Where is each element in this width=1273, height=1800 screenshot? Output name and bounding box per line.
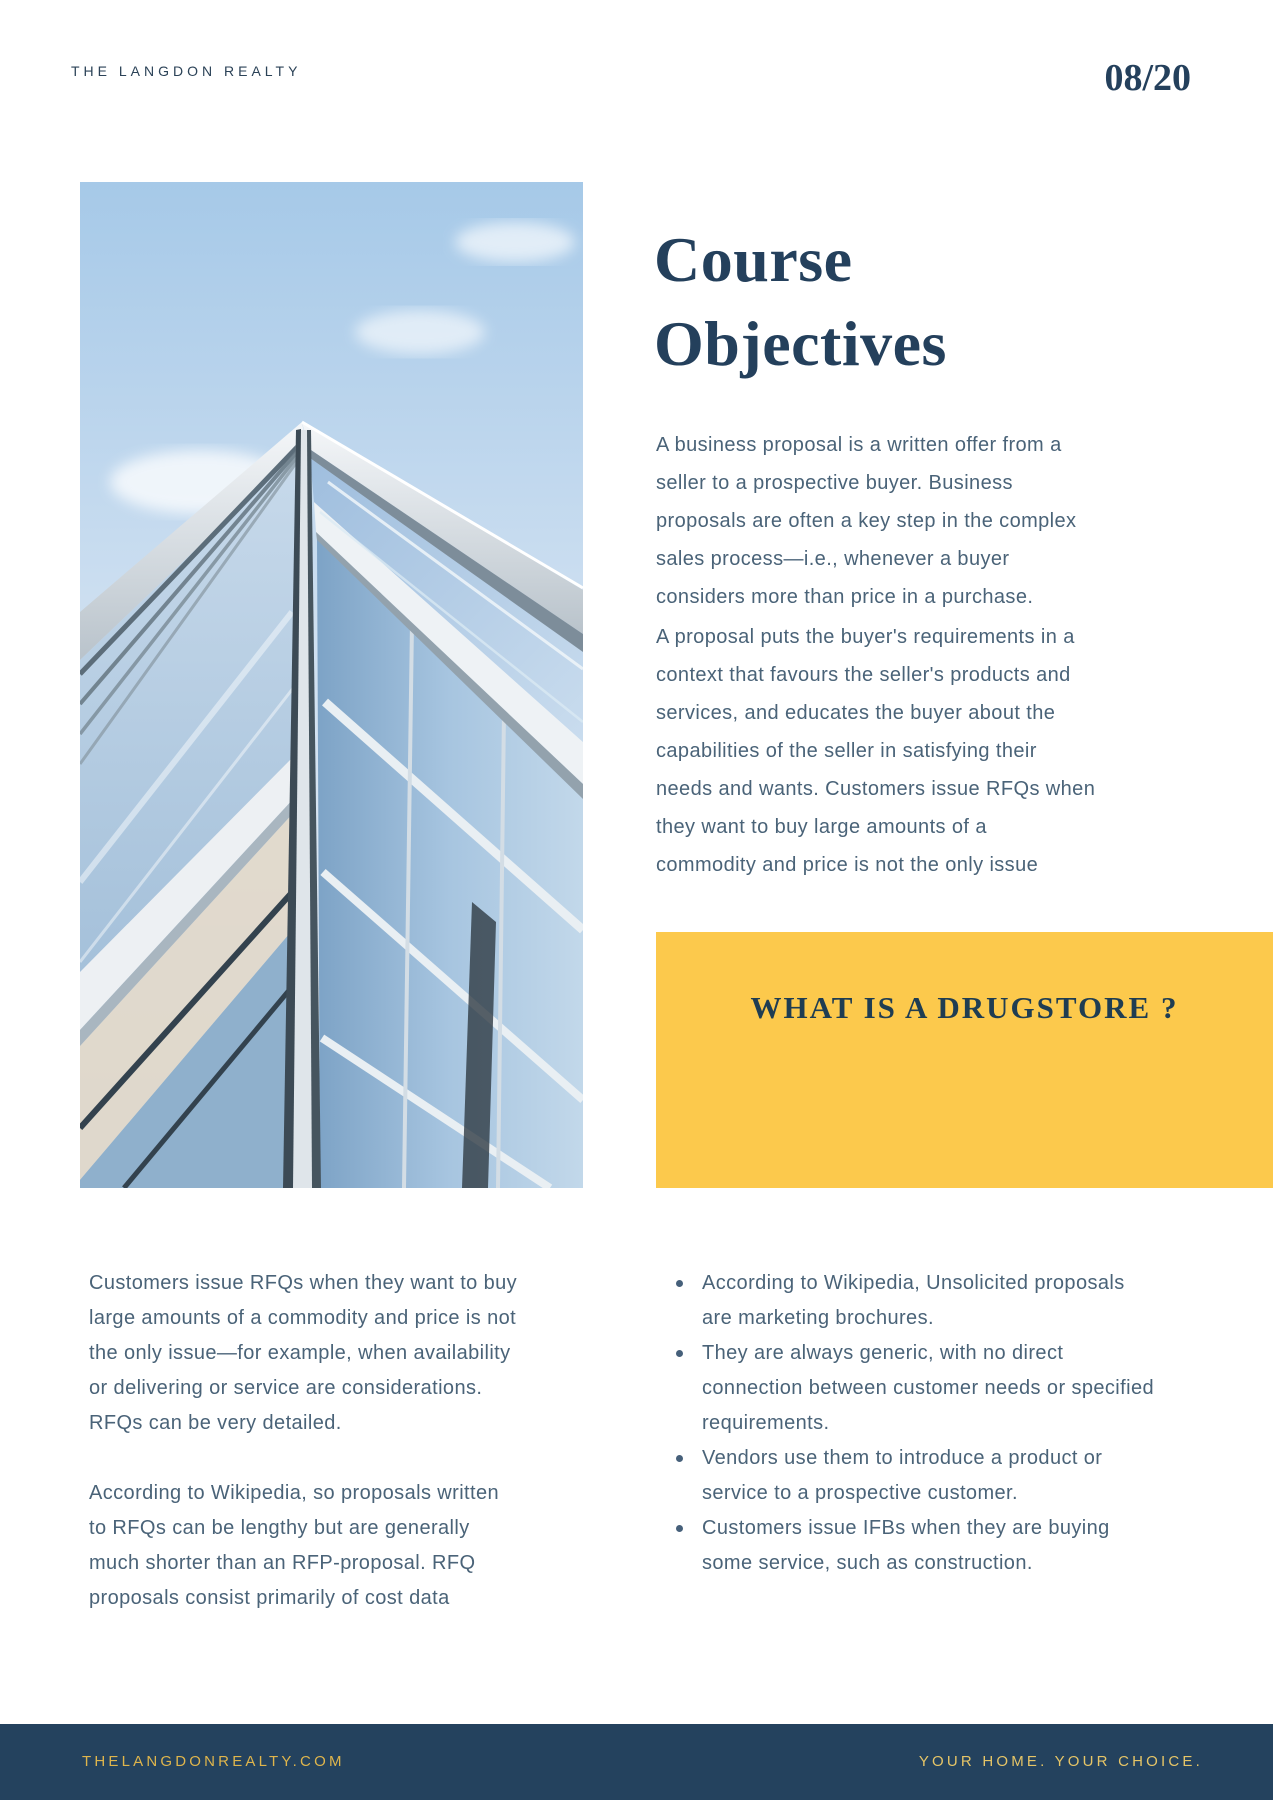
list-item: Vendors use them to introduce a product or service to a prospective customer. [662, 1441, 1154, 1511]
paragraph-line: commodity and price is not the only issue [656, 854, 1039, 876]
paragraph-line: A proposal puts the buyer's requirements in a [656, 626, 1075, 648]
paragraph-line: Customers issue RFQs when they want to buy [89, 1272, 518, 1294]
bottom-right-column [662, 1266, 1162, 1581]
highlight-box [656, 932, 1273, 1188]
paragraph-line: proposals are often a key step in the complex [656, 510, 1077, 532]
bullet-list [662, 1266, 1162, 1581]
list-item: They are always generic, with no direct connection between customer needs or specified requirements. [662, 1336, 1154, 1441]
proposal-paragraph [656, 618, 1146, 884]
building-photo [80, 182, 583, 1188]
footer-website: THELANGDONREALTY.COM [82, 1753, 345, 1770]
paragraph-line: they want to buy large amounts of a [656, 816, 987, 838]
paragraph-line: to RFQs can be lengthy but are generally [89, 1517, 470, 1539]
paragraph-line: services, and educates the buyer about the [656, 702, 1056, 724]
paragraph-line: or delivering or service are considerations. [89, 1377, 483, 1399]
paragraph-line: RFQs can be very detailed. [89, 1412, 342, 1434]
paragraph-line: capabilities of the seller in satisfying their [656, 740, 1037, 762]
paragraph-line: considers more than price in a purchase. [656, 586, 1034, 608]
intro-paragraph [656, 426, 1146, 616]
brand-name: THE LANGDON REALTY [71, 63, 302, 79]
footer-bar [0, 1724, 1273, 1800]
list-item: According to Wikipedia, Unsolicited proposals are marketing brochures. [662, 1266, 1154, 1336]
paragraph-line: seller to a prospective buyer. Business [656, 472, 1013, 494]
rfq-paragraph [89, 1266, 599, 1441]
paragraph-line: the only issue—for example, when availability [89, 1342, 511, 1364]
paragraph-line: proposals consist primarily of cost data [89, 1587, 450, 1609]
list-item: Customers issue IFBs when they are buying some service, such as construction. [662, 1511, 1154, 1581]
paragraph-line: large amounts of a commodity and price is not [89, 1307, 517, 1329]
paragraph-line: much shorter than an RFP-proposal. RFQ [89, 1552, 476, 1574]
highlight-title: WHAT IS A DRUGSTORE ? [750, 990, 1179, 1025]
paragraph-line: context that favours the seller's products and [656, 664, 1071, 686]
title-line-2: Objectives [654, 308, 947, 379]
bottom-left-column [89, 1266, 599, 1616]
title-line-1: Course [654, 224, 853, 295]
paragraph-line: According to Wikipedia, so proposals written [89, 1482, 500, 1504]
page-number: 08/20 [1104, 57, 1191, 99]
wikipedia-paragraph [89, 1476, 599, 1616]
building-photo-graphic [80, 182, 583, 1188]
paragraph-line: A business proposal is a written offer from a [656, 434, 1062, 456]
page-title [654, 218, 947, 386]
footer-tagline: YOUR HOME. YOUR CHOICE. [918, 1753, 1203, 1770]
paragraph-line: sales process—i.e., whenever a buyer [656, 548, 1010, 570]
paragraph-line: needs and wants. Customers issue RFQs when [656, 778, 1096, 800]
